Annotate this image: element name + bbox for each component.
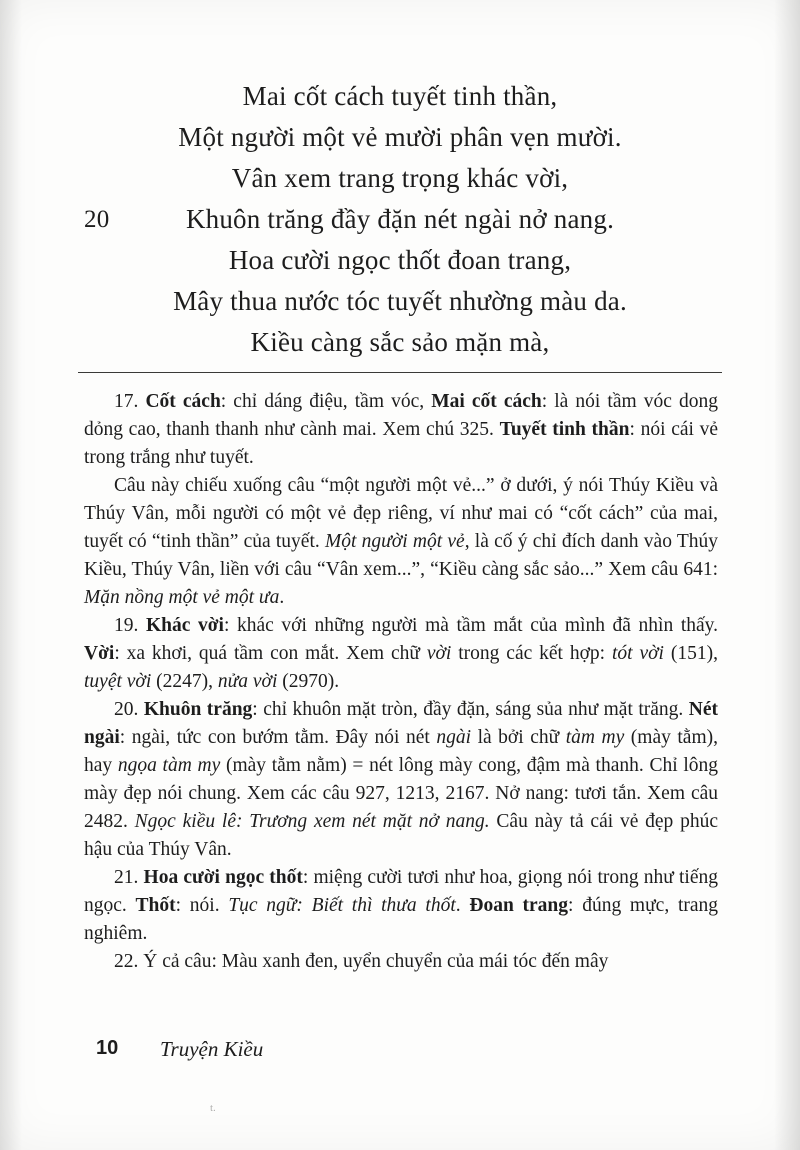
text-segment: , là cố ý chỉ đích danh vào Thúy Kiều, Thúy Vân, liền với câu “Vân xem...”, “Kiều càng sắc sảo...” Xem câu 641:: [84, 531, 719, 580]
footnote-paragraph: [84, 472, 718, 612]
footnote-paragraph: [84, 612, 718, 696]
text-segment: Khác vời: [145, 615, 224, 636]
footnote-divider: [78, 372, 722, 373]
text-segment: 22. Ý cả câu: Màu xanh đen, uyển chuyển của mái tóc đến mây: [114, 951, 609, 972]
poem-line-text: Khuôn trăng đầy đặn nét ngài nở nang.: [185, 204, 615, 234]
page-footer: [0, 1037, 800, 1069]
poem-line: [0, 76, 800, 117]
text-segment: Thốt: [135, 895, 176, 916]
text-segment: 21.: [114, 867, 144, 888]
text-segment: : chỉ dáng điệu, tầm vóc,: [220, 391, 432, 412]
footnote-paragraph: [84, 948, 718, 976]
footnote-paragraph: [84, 388, 718, 472]
text-segment: .: [279, 587, 285, 608]
text-segment: nửa vời: [217, 671, 278, 692]
text-segment: : miệng cười tươi như hoa, giọng nói trong như tiếng ngọc.: [84, 867, 719, 916]
poem-section: [0, 0, 800, 363]
poem-line-text: Kiều càng sắc sảo mặn mà,: [250, 327, 550, 357]
line-number: 20: [84, 206, 110, 233]
text-segment: Mặn nồng một vẻ một ưa: [84, 587, 280, 608]
scan-artifact: t.: [210, 1102, 216, 1114]
poem-line-text: Hoa cười ngọc thốt đoan trang,: [228, 245, 572, 275]
book-title: Truyện Kiều: [160, 1037, 264, 1061]
text-segment: trong các kết hợp:: [451, 643, 612, 664]
text-segment: vời: [426, 643, 452, 664]
text-segment: là bởi chữ: [471, 727, 566, 748]
text-segment: (151),: [663, 643, 718, 664]
text-segment: : là nói tầm vóc dong dỏng cao, thanh thanh như cành mai. Xem chú 325.: [84, 391, 718, 440]
page-number: 10: [96, 1037, 119, 1059]
poem-line: [0, 158, 800, 199]
text-segment: Nét ngài: [84, 699, 718, 748]
text-segment: : xa khơi, quá tầm con mắt. Xem chữ: [114, 643, 427, 664]
text-segment: (2247),: [151, 671, 218, 692]
poem-line: [0, 117, 800, 158]
poem-line: [0, 199, 800, 240]
text-segment: Câu này chiếu xuống câu “một người một vẻ...” ở dưới, ý nói Thúy Kiều và Thúy Vân, mỗi người có một vẻ đẹp riêng, ví như mai có “cốt cách” của mai, tuyết có “tinh thần” của tuyết.: [84, 475, 718, 552]
text-segment: Câu này tả cái vẻ đẹp phúc hậu của Thúy Vân.: [84, 811, 719, 860]
text-segment: Khuôn trăng: [143, 699, 253, 720]
poem-line: [0, 281, 800, 322]
text-segment: Tục ngữ: Biết thì thưa thốt: [228, 895, 456, 916]
text-segment: .: [455, 895, 470, 916]
poem-line: [0, 322, 800, 363]
text-segment: Vời: [84, 643, 115, 664]
text-segment: : chỉ khuôn mặt tròn, đầy đặn, sáng sủa như mặt trăng.: [252, 699, 689, 720]
text-segment: : khác với những người mà tầm mắt của mình đã nhìn thấy.: [223, 615, 719, 636]
text-segment: : nói cái vẻ trong trắng như tuyết.: [84, 419, 719, 468]
text-segment: 19.: [114, 615, 146, 636]
text-segment: Cốt cách: [145, 391, 221, 412]
poem-line-text: Mai cốt cách tuyết tinh thần,: [242, 81, 558, 111]
text-segment: tót vời: [612, 643, 664, 664]
poem-line-text: Mây thua nước tóc tuyết nhường màu da.: [173, 286, 627, 316]
text-segment: Đoan trang: [469, 895, 569, 916]
footnote-paragraph: [84, 864, 718, 948]
text-segment: Hoa cười ngọc thốt: [143, 867, 303, 888]
text-segment: (mày tằm nằm) = nét lông mày cong, đậm mà thanh. Chỉ lông mày đẹp nói chung. Xem các câu 927, 1213, 2167. Nở nang: tươi tắn. Xem câu 2482.: [84, 755, 718, 832]
text-segment: (mày tằm), hay: [84, 727, 718, 776]
poem-line-text: Một người một vẻ mười phân vẹn mười.: [178, 122, 622, 152]
text-segment: Một người một vẻ: [325, 531, 465, 552]
text-segment: ngài: [436, 727, 472, 748]
text-segment: Mai cốt cách: [431, 391, 542, 412]
text-segment: Tuyết tinh thần: [499, 419, 630, 440]
footnotes-section: [84, 388, 718, 976]
footnote-paragraph: [84, 696, 718, 864]
text-segment: ngọa tàm my: [117, 755, 221, 776]
text-segment: : nói.: [175, 895, 229, 916]
text-segment: tàm my: [565, 727, 625, 748]
text-segment: 17.: [114, 391, 146, 412]
text-segment: (2970).: [277, 671, 340, 692]
text-segment: 20.: [114, 699, 144, 720]
text-segment: tuyệt vời: [84, 671, 152, 692]
text-segment: Ngọc kiều lê: Trương xem nét mặt nở nang.: [134, 811, 490, 832]
poem-line: [0, 240, 800, 281]
text-segment: : đúng mực, trang nghiêm.: [84, 895, 719, 944]
text-segment: : ngài, tức con bướm tằm. Đây nói nét: [119, 727, 437, 748]
poem-line-text: Vân xem trang trọng khác vời,: [231, 163, 569, 193]
